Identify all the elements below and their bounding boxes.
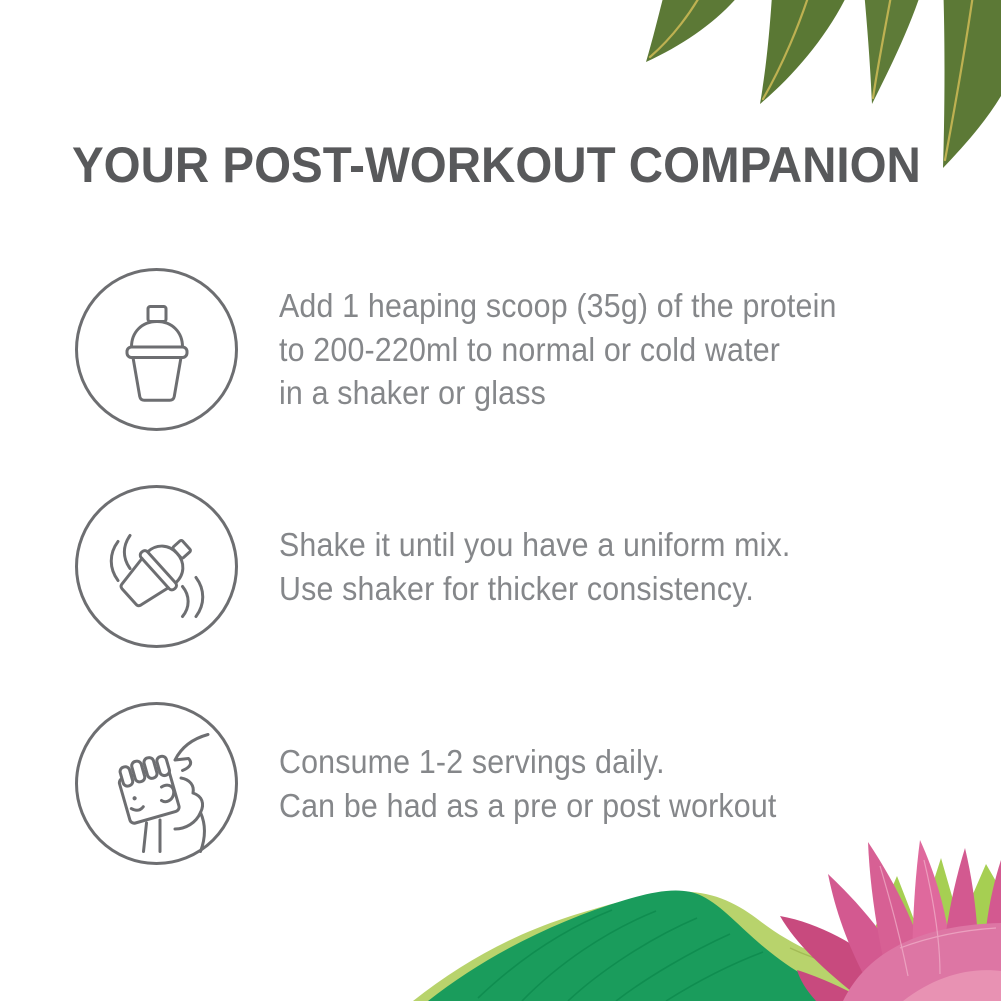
step-text (279, 523, 791, 610)
shaking-bottle-icon (75, 485, 238, 648)
lotus-decoration (0, 826, 1001, 1001)
step-text-line: Add 1 heaping scoop (35g) of the protein (279, 287, 837, 325)
step-text-line: Shake it until you have a uniform mix. (279, 526, 791, 563)
step-text-line: in a shaker or glass (279, 374, 546, 412)
step-text-line: Consume 1-2 servings daily. (279, 743, 665, 780)
step-instruction-1 (75, 268, 885, 431)
step-text (279, 284, 837, 415)
shaker-bottle-icon (75, 268, 238, 431)
step-text-line: Can be had as a pre or post workout (279, 786, 777, 824)
step-text-line: Use shaker for thicker consistency. (279, 569, 754, 607)
step-text-line: to 200-220ml to normal or cold water (279, 330, 781, 368)
step-instruction-2 (75, 485, 835, 648)
page-title: YOUR POST-WORKOUT COMPANION (72, 137, 921, 193)
step-text (279, 740, 777, 827)
lotus-flower (780, 840, 1001, 1001)
